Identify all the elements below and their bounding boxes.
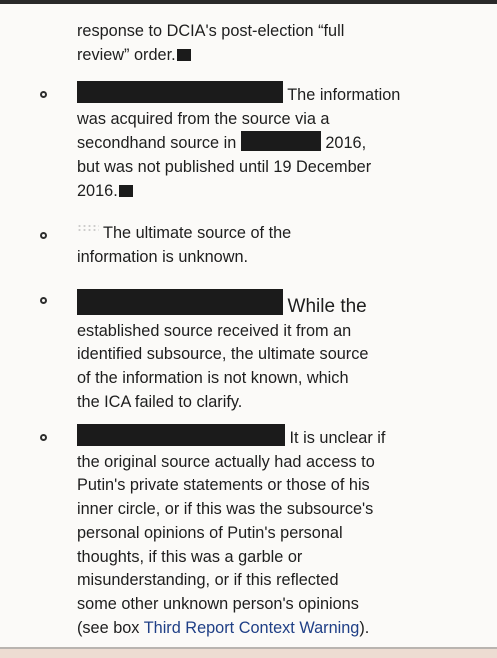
- text-line: of the information is not known, which: [77, 369, 349, 388]
- text-line: personal opinions of Putin's personal: [77, 523, 343, 542]
- bullet-icon: [40, 91, 47, 98]
- page-bottom-edge: [0, 647, 497, 658]
- text-line: It is unclear if: [289, 429, 386, 447]
- text-line: established source received it from an: [77, 321, 352, 340]
- bullet-icon: [40, 434, 47, 441]
- text-line: some other unknown person's opinions: [77, 594, 359, 613]
- text-line: misunderstanding, or if this reflected: [77, 571, 339, 590]
- top-rule: [0, 0, 497, 4]
- text-line: identified subsource, the ultimate source: [77, 345, 369, 364]
- classification-mark: [177, 49, 191, 61]
- text-line: response to DCIA's post-election “full: [77, 22, 345, 40]
- text-line: information is unknown.: [77, 247, 249, 266]
- bullet-icon: [40, 232, 47, 239]
- text-line: (see box: [77, 618, 144, 637]
- redaction-block: [77, 424, 285, 446]
- text-line: secondhand source in: [77, 134, 237, 153]
- text-line: The information: [287, 86, 401, 104]
- context-warning-link[interactable]: Third Report Context Warning: [143, 618, 360, 637]
- text-line: review” order.: [77, 45, 176, 64]
- classification-mark: [119, 185, 133, 197]
- redaction-block: [77, 289, 283, 315]
- bullet-icon: [40, 297, 47, 304]
- bullet-item-1: [77, 81, 437, 204]
- redaction-block: [241, 131, 321, 151]
- text-line: 2016.: [77, 181, 118, 200]
- paragraph-continuation: [77, 20, 437, 67]
- text-line: thoughts, if this was a garble or: [77, 547, 303, 566]
- text-line: ).: [359, 618, 370, 637]
- text-line: was acquired from the source via a: [77, 109, 330, 128]
- bullet-item-3: [77, 289, 437, 415]
- text-line: inner circle, or if this was the subsource's: [77, 500, 374, 519]
- text-line: Putin's private statements or those of his: [77, 476, 370, 495]
- bullet-item-4: [77, 424, 437, 640]
- text-line: the ICA failed to clarify.: [77, 392, 243, 411]
- redaction-block: [77, 81, 283, 103]
- text-line: The ultimate source of the: [103, 224, 292, 242]
- faint-mark: [77, 224, 99, 232]
- text-line: 2016,: [325, 134, 367, 153]
- text-line: but was not published until 19 December: [77, 158, 372, 177]
- text-line: While the: [287, 296, 367, 317]
- text-line: the original source actually had access to: [77, 452, 375, 471]
- bullet-item-2: [77, 222, 437, 269]
